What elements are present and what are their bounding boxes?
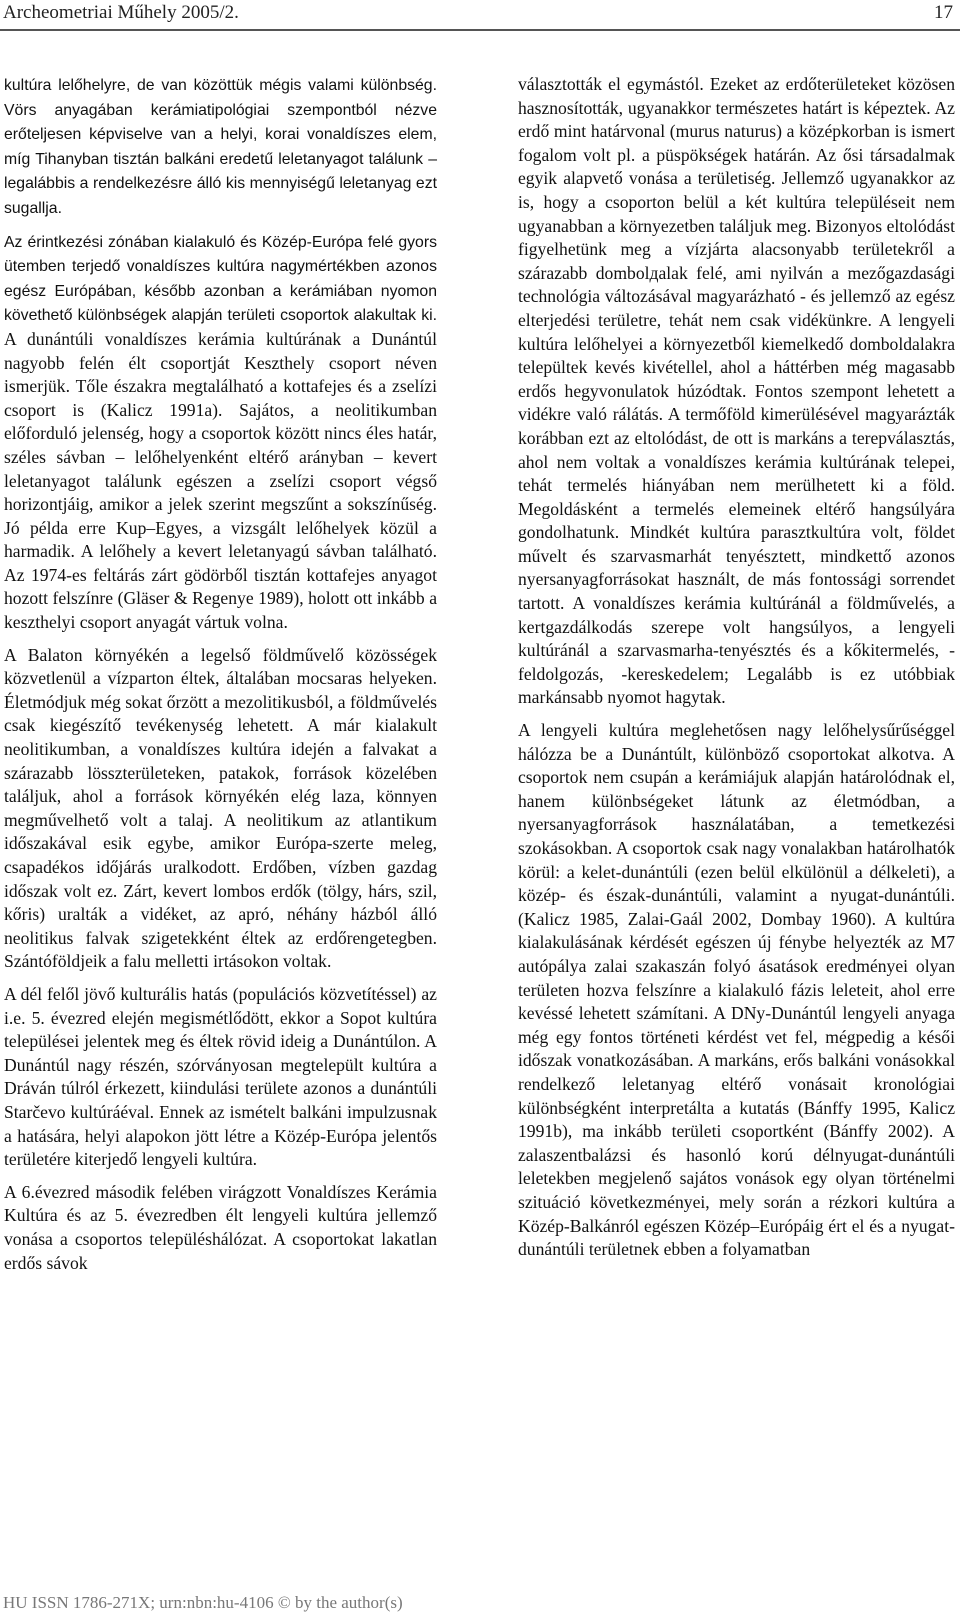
footer-issn: HU ISSN 1786-271X; urn:nbn:hu-4106 © by the author(s) [3, 1593, 403, 1612]
paragraph-right-2: A lengyeli kultúra meglehetősen nagy lelőhelysűrűséggel hálózza be a Dunántúlt, különböző csoportokat alkotva. A csoportok nem csupán a kerámiájuk alapján határolódnak el, hanem különbségeket látunk az életmódban, a nyersanyagforrások használatában, a temetkezési szokásokban. A csoportok csak nagy vonalakban határolhatók körül: a kelet-dunántúli (ezen belül elkülönül a délkeleti), a közép- és észak-dunántúli, valamint a nyugat-dunántúli. (Kalicz 1985, Zalai-Gaál 2002, Dombay 1960). A kultúra kialakulásának kérdését egészen új fénybe helyezték az M7 autópálya zalai szakaszán folyó ásatások eredményei olyan területen hozva felszínre a kialakuló fázis leleteit, ahol erre kevéssé lehetett számítani. A DNy-Dunántúl lengyeli anyaga még egy fontos történeti kérdést vet fel, mégpedig a késői időszak vonatkozásában. A markáns, erős balkáni vonásokkal rendelkező leletanyag eltérő vonásait kronológiai különbségként interpretálta a kutatás (Bánffy 1995, Kalicz 1991b), ma inkább területi csoportként (Bánffy 2002). A zalaszentbalázsi és hasonló korú délnyugat-dunántúli leletekben megjelenő sajátos vonások egy olyan történelmi szituáció következményei, mely során a rézkori kultúra a Közép-Balkánról egészen Közép–Európáig ért el és a nyugat-dunántúli területnek ebben a folyamatban [518, 720, 955, 1260]
right-column [518, 73, 955, 1262]
paragraph-left-4: A dél felől jövő kulturális hatás (populációs közvetítéssel) az i.e. 5. évezred elején megismétlődött, ekkor a Sopot kultúra települései jelentek meg és éltek rövid ideig a Dunántúlon. A Dunántúl nagy részén, szórványosan megtelepült kultúra a Dráván túlról érkezett, kiindulási területe azonos a dunántúli Starčevo kultúráéval. Ennek az ismételt balkáni impulzusnak a hatására, helyi alapokon jött létre a Közép-Európa jelentős területére kiterjedő lengyeli kultúra. [4, 983, 437, 1170]
paragraph-text-serif: A dunántúli vonaldíszes kerámia kultúrának a Dunántúl nagyobb felén élt csoportját Keszthely csoport néven ismerjük. Tőle északra megtalálható a kottafejes és a zselízi csoport is (Kalicz 1991a). Sajátos, a neolitikumban előforduló jelenség, hogy a csoportok között nincs éles határ, széles sávban – lelőhelyenként eltérő arányban – kevert leletanyagot találunk egészen a zselízi csoport végső horizontjáig, amikor a jelek szerint megszűnt a sokszínűség. Jó példa erre Kup–Egyes, a vizsgált lelőhelyek közül a harmadik. A lelőhely a kevert leletanyagú sávban található. Az 1974-es feltárás zárt gödörből tisztán kottafejes anyagot hozott felszínre (Gläser & Regenye 1989), holott ott inkább a keszthelyi csoport anyagát vártuk volna. [4, 328, 437, 633]
header-rule [0, 29, 960, 31]
paragraph-text-sans: Az érintkezési zónában kialakuló és Közép-Európa felé gyors ütemben terjedő vonaldíszes kultúra nagymértékben azonos egész Európában, később azonban a kerámiában nyomon követhető különbségek alapján területi csoportok alakultak ki. [4, 233, 437, 325]
journal-title: Archeometriai Műhely 2005/2. [3, 2, 239, 23]
paragraph-left-1 [4, 73, 437, 221]
page-number: 17 [934, 2, 953, 23]
paragraph-right-1: választották el egymástól. Ezeket az erdőterületeket közösen hasznosították, ugyanakkor természetes határt is képeztek. Az erdő mint határvonal (murus naturus) a középkorban is ismert fogalom volt pl. a püspökségek határán. Az ősi társadalmak egyik alapvető vonása a területiség. Jellemző ugyanakkor az is, hogy a csoporton belül a két kultúra településeit nem ugyanabban a környezetben találjuk meg. Bizonyos eltolódást figyelhetünk meg a vízjárta alacsonyabb területekről a szárazabb dombolдalak felé, ami nyilván a mezőgazdasági technológia változásával magyarázható - és jellemző az egész elterjedési területre, tehát nem csak vidékünkre. A lengyeli kultúra lelőhelyei a környezetből kiemelkedő domboldalakra települtek kevés kivétellel, ahol a háttérben még magasabb erdős hegyvonulatok húzódtak. Fontos szempont lehetett a vidékre való rálátás. A termőföld kimerülésével magyarázták korábban ezt az eltolódást, de ott is markáns a terepválasztás, ahol nem voltak a vonaldíszes kerámia kultúrának telepei, tehát termelés hiányában nem merülhetett ki a föld. Megoldásként a termelés elemeinek eltérő hangsúlyára gondolhatunk. Mindkét kultúra parasztkultúra volt, földet művelt és szarvasmarhát tenyésztett, mindkettő azonos nyersanyagforrásokat használt, de más fontossági sorrendet tartott. A vonaldíszes kerámia kultúránál a földművelés, a kertgazdálkodás szerepe volt hangsúlyos, a lengyeli kultúránál a szarvasmarha-tenyésztés és a kőkitermelés, -feldolgozás, -kereskedelem; Legalább is ez utóbbiak markánsabb nyomot hagytak. [518, 74, 955, 708]
running-header [0, 0, 960, 26]
paragraph-left-5: A 6.évezred második felében virágzott Vonaldíszes Kerámia Kultúra és az 5. évezredben élt lengyeli kultúra jellemző vonása a csoportos településhálózat. A csoportokat lakatlan erdős sávok [4, 1181, 437, 1273]
paragraph-left-3: A Balaton környékén a legelső földművelő közösségek közvetlenül a vízparton éltek, általában mocsaras helyeken. Életmódjuk még sokat őrzött a mezolitikusból, a földművelés csak kiegészítő tevékenység lehetett. A már kialakult neolitikumban, a vonaldíszes kultúra idején a falvakat a szárazabb lösszterületeken, patakok, források közelében találjuk, ahol a források környékén elég laza, könnyen megművelhető volt a talaj. A neolitikum az atlantikum időszakával esik egybe, amikor Európa-szerte meleg, csapadékos időjárás uralkodott. Erdőben, vízben gazdag időszak volt ez. Zárt, kevert lombos erdők (tölgy, hárs, szil, kőris) uralták a vidéket, az apró, néhány házból álló neolitikus falvak szigetekként éltek az erdőrengetegben. Szántóföldjeik a falu melletti irtásokon voltak. [4, 644, 437, 972]
left-column [4, 73, 437, 1275]
paragraph-left-2 [4, 230, 437, 635]
paragraph-text: kultúra lelőhelyre, de van közöttük mégis valami különbség. Vörs anyagában kerámiatipológiai szempontból nézve erőteljesen képviselve van a helyi, korai vonaldíszes elem, míg Tihanyban tisztán balkáni eredetű leletanyagot találunk – legalábbis a rendelkezésre álló kis mennyiségű leletanyag ezt sugallja. [4, 77, 437, 217]
